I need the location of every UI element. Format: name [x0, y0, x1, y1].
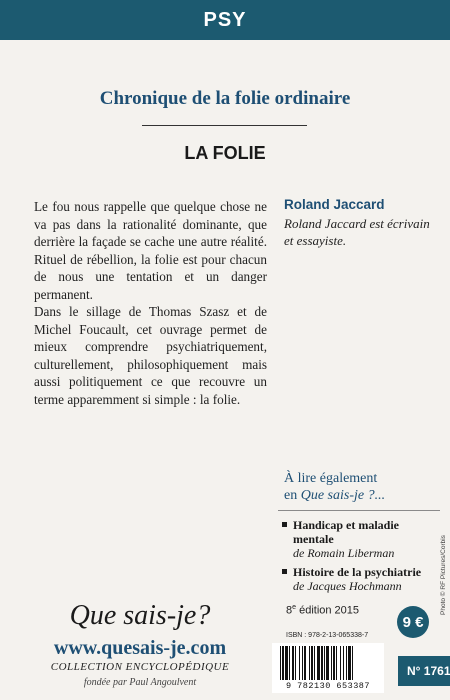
- related-book-author: de Jacques Hochmann: [293, 579, 402, 593]
- also-read-series: Que sais-je ?...: [300, 488, 386, 503]
- edition-number: 8: [286, 604, 293, 617]
- related-book-author: de Romain Liberman: [293, 546, 395, 560]
- book-title: LA FOLIE: [184, 143, 266, 163]
- barcode-bars-icon: [280, 646, 376, 680]
- edition-label: [286, 604, 359, 617]
- also-read-prefix: en: [284, 488, 301, 503]
- publisher-website: www.quesais-je.com: [53, 637, 227, 659]
- series-number: N° 1761: [407, 664, 450, 678]
- book-subtitle: Chronique de la folie ordinaire: [99, 88, 351, 109]
- related-book-title: Histoire de la psychiatrie: [293, 565, 422, 579]
- edition-suffix: e: [292, 604, 297, 611]
- description-paragraph: Le fou nous rappelle que quelque chose ne va pas dans la rationalité dominante, que derrière la façade se cache une autre réalité. Rituel de rébellion, la folie est pour chacun de nous une tentation et un danger permanent.: [34, 199, 267, 302]
- description-paragraph: Dans le sillage de Thomas Szasz et de Michel Foucault, cet ouvrage permet de mieux comprendre psychiatriquement, culturellement, philosophiquement mais aussi politiquement ce que recouvre un terme apparemment si simple : la folie.: [34, 304, 267, 407]
- edition-text: édition 2015: [296, 604, 360, 617]
- category-banner: [0, 0, 450, 40]
- title-divider: [142, 125, 307, 126]
- also-read-heading-line2: [284, 487, 444, 504]
- list-item: [278, 518, 440, 560]
- price-value: 9 €: [402, 613, 424, 631]
- founder-label: fondée par Paul Angoulvent: [83, 677, 197, 688]
- publisher-logo: Que sais-je?: [69, 600, 211, 631]
- related-book-title: Handicap et maladie mentale: [293, 518, 400, 546]
- bullet-icon: [282, 569, 287, 574]
- price-badge: [397, 606, 429, 638]
- collection-label: COLLECTION ENCYCLOPÉDIQUE: [50, 661, 230, 673]
- list-item: [278, 565, 440, 593]
- also-read-list: [278, 510, 440, 598]
- bullet-icon: [282, 522, 287, 527]
- barcode: [272, 643, 384, 693]
- author-name: Roland Jaccard: [284, 197, 385, 212]
- also-read-heading-line1: À lire également: [284, 471, 378, 486]
- photo-credit: Photo © RF Pictures/Corbis: [440, 535, 447, 615]
- isbn-label: ISBN : 978-2-13-065338-7: [286, 632, 369, 639]
- also-read-heading: [284, 470, 444, 504]
- barcode-digits: 9 782130 653387: [285, 681, 370, 691]
- book-description: [34, 198, 267, 408]
- author-bio: Roland Jaccard est écrivain et essayiste.: [284, 216, 430, 248]
- series-number-badge: [398, 656, 450, 686]
- category-label: PSY: [203, 8, 247, 31]
